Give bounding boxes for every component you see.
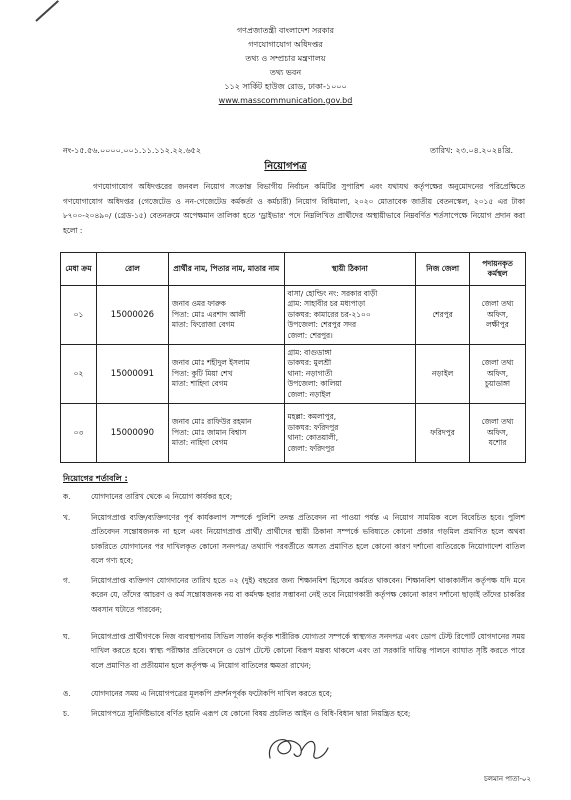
address-line: উপজেলা: শেরপুর সদর [287,320,357,330]
posting-line: জেলা তথ্য [481,417,514,427]
header-line-address: ১১২ সার্কিট হাউজ রোড, ঢাকা-১০০০ [224,82,347,91]
mother-name: মাতা: শাহিদা বেগম [171,379,228,389]
cell-district: শেরপুর [416,286,470,345]
header-district: নিজ জেলা [416,253,470,286]
condition-text: নিয়োগপ্রাপ্ত প্রার্থীগণকে নিজ ব্যবস্থাপনায় সিভিল সার্জন কর্তৃক শারীরিক যোগ্যতা সম্পর্কে স্বাস্থ্যগত সনদপত্র এবং ডোপ টেস্ট রিপোর্ট যোগদানের সময় দাখিল করতে হবে। স্বাস্থ্য পরীক্ষার প্রতিবেদনে ও ডোপ টেস্টে কোনো বিরূপ মন্তব্য থাকলে এবং তা সরকারি দায়িত্ব পালনে ব্যাঘাত সৃষ্টি করতে পারে বলে প্রমাণিত বা প্রতীয়মান হলে কর্তৃপক্ষ এ নিয়োগ বাতিলের ক্ষমতা রাখেন; [91,632,525,670]
condition-text: যোগদানের তারিখ থেকে এ নিয়োগ কার্যকর হবে; [91,492,233,501]
candidate-name: জনাব ওমর ফারুক [171,299,226,309]
condition-item [63,630,525,673]
intro-paragraph: গণযোগাযোগ অধিদপ্তরের জনবল নিয়োগ সংক্রান্ত বিভাগীয় নির্বাচন কমিটির সুপারিশ এবং যথাযথ কর্তৃপক্ষের অনুমোদনের পরিপ্রেক্ষিতে গণযোগাযোগ অধিদপ্তর (গেজেটেড ও নন-গেজেটেড কর্মকর্তা ও কর্মচারী) নিয়োগ বিধিমালা, ২০২০ মোতাবেক জাতীয় বেতনস্কেল, ২০১৫ এর টাকা ৮৭০০-২০৪৯০/ (গ্রেড-১৫) বেতনক্রমে অপেক্ষমান তালিকা হতে 'ড্রাইভার' পদে নিম্নলিখিত প্রার্থীদের অস্থায়ীভাবে নিম্নবর্ণিত শর্তসাপেক্ষে নিয়োগ প্রদান করা হলো : [63,182,525,235]
header-rank: মেধা ক্রম [61,253,97,286]
condition-item [63,511,525,568]
letterhead [0,24,571,108]
signature [262,728,332,768]
cell-roll: 15000090 [96,404,168,463]
address-line: থানা: কোতয়ালী, [287,433,339,442]
table-header-row [61,253,526,286]
mother-name: মাতা: নাহিদা বেগম [171,438,228,448]
header-address: স্থায়ী ঠিকানা [284,253,416,286]
address-line: জেলা: শেরপুর। [287,330,333,340]
condition-text: নিয়োগপ্রাপ্ত ব্যক্তিগণ যোগদানের তারিখ হতে ০২ (দুই) বছরের জন্য শিক্ষানবিশ হিসেবে কর্মরত থাকবেন। শিক্ষানবিশ থাকাকালীন কর্তৃপক্ষ যদি মনে করেন যে, তাঁদের আচরণ ও কর্ম সন্তোষজনক নয় বা কর্মদক্ষ হবার সম্ভাবনা নেই তবে নিয়োগকারী কর্তৃপক্ষ কোনো কারণ দর্শানো ছাড়াই তাঁদের চাকরির অবসান ঘটাতে পারবেন; [91,576,525,614]
condition-text: নিয়োগপ্রাপ্ত ব্যক্তি/ব্যক্তিগণের পূর্ব কার্যকলাপ সম্পর্কে পুলিশি তদন্ত প্রতিবেদন না পাওয়া পর্যন্ত এ নিয়োগ সাময়িক বলে বিবেচিত হবে। পুলিশ প্রতিবেদন সন্তোষজনক না হলে এবং নিয়োগপ্রাপ্ত প্রার্থী/ প্রার্থীদের স্থায়ী ঠিকানা সম্পর্কে ভবিষ্যতে কোনো প্রকার গড়মিল প্রমাণিত হলে অথবা চাকরিতে যোগদানের পর দাখিলকৃত কোনো সনদপত্র/ তথ্যাদি পরবর্তীতে অসত্য প্রমাণিত হলে কোনো কারণ দর্শানো ব্যতিরেকে নিয়োগাদেশ বাতিল বলে গণ্য হবে; [91,513,525,565]
posting-line: চুয়াডাঙ্গা [484,379,511,389]
cell-address [284,404,416,463]
pen-mark [35,0,59,22]
header-candidate: প্রার্থীর নাম, পিতার নাম, মাতার নাম [168,253,284,286]
table-row [61,345,526,404]
address-line: গ্রাম: বাগুডাঙ্গা [287,347,332,357]
cell-rank: ০২ [61,345,97,404]
condition-marker: ঙ. [63,689,71,698]
cell-rank: ০১ [61,286,97,345]
address-line: মহল্লা: কমলাপুর, [287,412,337,421]
document-title: নিয়োগপত্র [264,161,307,172]
posting-line: জেলা তথ্য [481,358,514,368]
cell-rank: ০৩ [61,404,97,463]
address-line: বাসা/ হোল্ডিং নং: সরকার বাড়ী [287,288,378,298]
condition-marker: গ. [63,576,71,585]
table-row [61,404,526,463]
posting-line: অফিস, [486,309,509,319]
address-line: থানা: নড়াগাতী [287,368,333,378]
condition-item [63,574,525,617]
father-name: পিতা: কুটি মিয়া শেখ [171,368,233,378]
cell-posting [470,404,526,463]
cell-address [284,286,416,345]
website-link[interactable]: www.masscommunication.gov.bd [218,96,353,105]
condition-text: যোগদানের সময় এ নিয়োগপত্রের মূলকপি প্রদর্শনপূর্বক ফটোকপি দাখিল করতে হবে; [91,689,333,698]
posting-line: জেলা তথ্য [481,299,514,309]
address-line: ডাকঘর: ফরিদপুর [287,422,339,432]
header-line-building: তথ্য ভবন [269,68,302,77]
condition-item [63,687,525,701]
condition-marker: ক. [63,492,71,501]
cell-candidate [168,404,284,463]
cell-candidate [168,345,284,404]
memo-number: নং-১৫.৫৬.০০০০.০০১.১১.১১২.২২.৬৫২ [63,146,202,155]
cell-posting [470,345,526,404]
posting-line: অফিস, [486,427,509,437]
header-posting: পদায়নকৃত কর্মস্থল [470,253,526,286]
father-name: পিতা: মোঃ জামান বিশ্বাস [171,427,247,437]
address-line: গ্রাম: সাহাবীর চর মধ্যপাড়া [287,299,366,309]
address-line: জেলা: নড়াইল [287,389,331,399]
father-name: পিতা: মোঃ এরশাদ আলী [171,309,246,319]
condition-marker: চ. [63,709,70,718]
condition-text: নিয়োগপত্রে সুনির্দিষ্টভাবে বর্ণিত হয়নি এরূপ যে কোনো বিষয় প্রচলিত আইন ও বিধি-বিধান দ্বারা নিয়ন্ত্রিত হবে; [91,709,411,718]
condition-marker: ঘ. [63,632,70,641]
condition-item [63,707,525,721]
memo-date: তারিখ: ২৩.০৪.২০২৪খ্রি. [430,146,513,155]
header-roll: রোল [96,253,168,286]
cell-district: নড়াইল [416,345,470,404]
mother-name: মাতা: ফিরোজা বেগম [171,320,235,330]
cell-roll: 15000026 [96,286,168,345]
appointment-table [60,252,526,463]
candidate-name: জনাব মোঃ রাফিউর রহমান [171,417,252,427]
posting-line: লক্ষীপুর [486,320,509,330]
cell-posting [470,286,526,345]
cell-district: ফরিদপুর [416,404,470,463]
address-line: ডাকঘর: মুলশ্রী [287,358,332,368]
address-line: উপজেলা: কালিয়া [287,379,342,389]
address-line: জেলা: ফরিদপুর [287,443,335,453]
conditions-title: নিয়োগের শর্তাবলি : [63,474,128,483]
header-line-department: গণযোগাযোগ অধিদপ্তর [248,40,323,49]
candidate-name: জনাব মোঃ শহীদুল ইসলাম [171,358,250,368]
cell-candidate [168,286,284,345]
posting-line: যশোর [488,438,507,448]
cell-roll: 15000091 [96,345,168,404]
posting-line: অফিস, [486,368,509,378]
table-row [61,286,526,345]
next-page-note: চলমান পাতা-০২ [483,775,531,783]
condition-marker: খ. [63,513,71,522]
header-line-ministry: তথ্য ও সম্প্রচার মন্ত্রণালয় [245,54,326,63]
condition-item [63,490,525,504]
header-line-government: গণপ্রজাতন্ত্রী বাংলাদেশ সরকার [236,26,335,35]
address-line: ডাকঘর: কামারের চর-২১০০ [287,309,371,319]
cell-address [284,345,416,404]
